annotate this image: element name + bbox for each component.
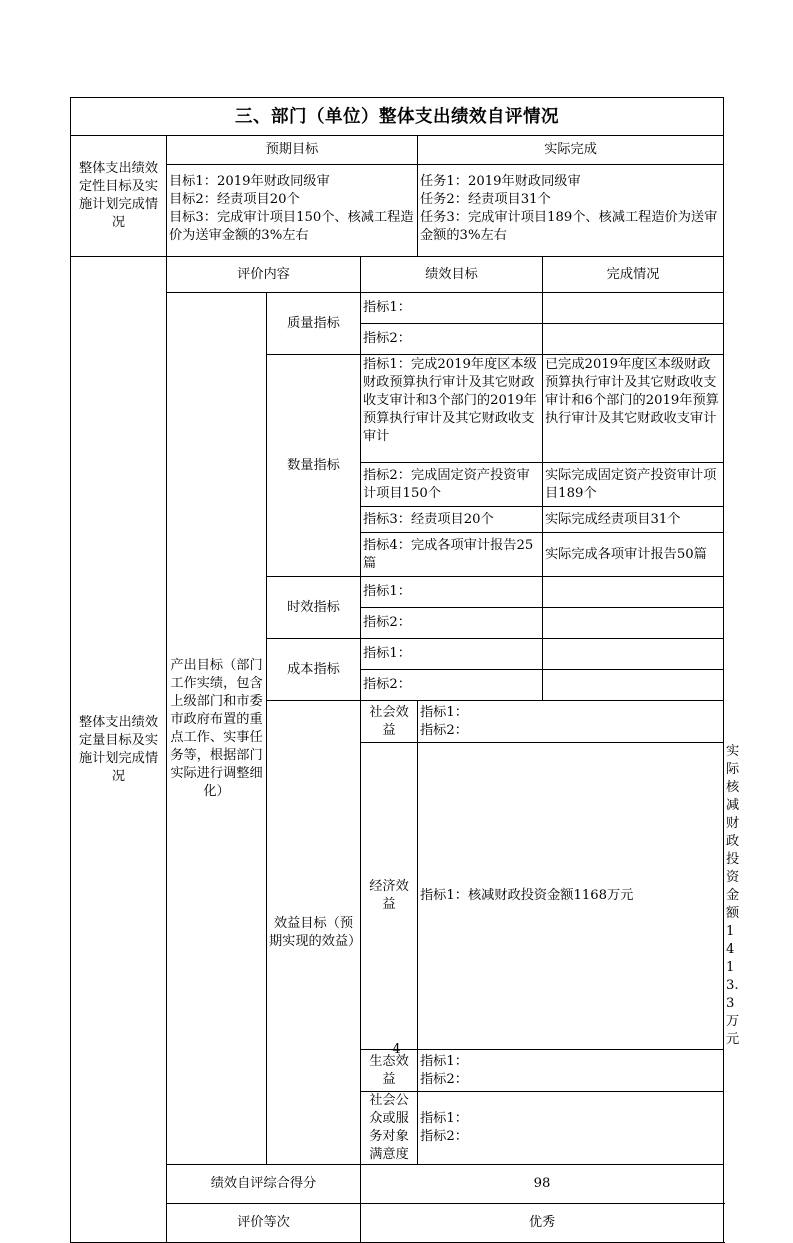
time-indicator-2-done xyxy=(543,608,724,639)
expected-goal-1: 目标1：2019年财政同级审 xyxy=(169,174,330,189)
actual-task-3: 任务3：完成审计项目189个、核减工程造价为送审金额的3%左右 xyxy=(420,210,718,243)
expected-goal-2: 目标2：经责项目20个 xyxy=(169,192,300,207)
grade-label: 评价等次 xyxy=(167,1204,361,1243)
cost-indicator-1: 指标1： xyxy=(361,639,543,670)
satisfaction-indicator-2: 指标2： xyxy=(420,1129,468,1144)
qualitative-row-label: 整体支出绩效定性目标及实施计划完成情况 xyxy=(71,136,167,257)
benefit-goal-label: 效益目标（预期实现的效益） xyxy=(267,701,361,1165)
eco-benefit-indicator-2: 指标2： xyxy=(420,1071,468,1087)
quality-indicator-2-done xyxy=(543,324,724,355)
quantity-indicator-2-done: 实际完成固定资产投资审计项目189个 xyxy=(543,463,724,507)
quantitative-row-label: 整体支出绩效定量目标及实施计划完成情况 xyxy=(71,257,167,1243)
actual-task-2: 任务2：经责项目31个 xyxy=(420,192,551,207)
eco-benefit-label: 生态效益 xyxy=(361,1050,418,1092)
social-benefit-target xyxy=(418,701,724,743)
quantity-indicator-label: 数量指标 xyxy=(267,355,361,577)
expected-goal-3: 目标3：完成审计项目150个、核减工程造价为送审金额的3%左右 xyxy=(169,210,414,243)
quantity-indicator-1: 指标1：完成2019年度区本级财政预算执行审计及其它财政收支审计和3个部门的2019年预算执行审计及其它财政收支审计 xyxy=(361,355,543,463)
quantity-indicator-3-done: 实际完成经责项目31个 xyxy=(543,507,724,533)
cost-indicator-2: 指标2： xyxy=(361,670,543,701)
expected-goal-header: 预期目标 xyxy=(167,136,418,165)
self-evaluation-table: 三、部门（单位）整体支出绩效自评情况 整体支出绩效定性目标及实施计划完成情况 预期目标 实际完成 目标1：2019年财政同级审 目标2：经责项目20个 目标3：完成审计项目150个、核减工程造价为送审金额的3%左右 任务1：2019年财政同级审 任务2：经责项目31个 任务3：完成审计项目189个、核减工程造价为送审金额的3%左右 整体支出绩效定量目标及实施计划完成情况 评价内容 绩效目标 完成情况 产出目标（部门工作实绩，包含上级部门和市委市政府布置的重点工作、实事任务等，根据部门实际进行调整细化） 质量指标 指标1： 指标2： 数量指标 指标1：完成2019年度区本级财政预算执行审计及其它财政收支审计和3个部门的2019年预算执行审计及其它财政收支审计 已完成2019年度区本级财政预算执行审计及其它财政收支审计和6个部门的2019年预算执行审计及其它财政收支审计 指标2：完成固定资产投资审计项目150个 实际完成固定资产投资审计项目189个 指标3：经责项目20个 实际完成经责项目31个 指标4：完成各项审计报告25篇 实际完成各项审计报告50篇 时效指标 指标1： 指标2： 成本指标 指标1： 指标2： 效益目标（预期实现的效益） 社会效益 指标1： 指标2： 经济效益 指标1：核减财政投资金额1168万元 实际核减财政投资金额1413.3万元 生态效益 指标1： 指标2： 社会公众或服务对象满意度 指标1： 指标2： 绩效自评综合得分 98 评价等次 优秀 xyxy=(70,97,724,1243)
actual-task-1: 任务1：2019年财政同级审 xyxy=(420,174,581,189)
eco-benefit-indicator-1: 指标1： xyxy=(420,1053,468,1069)
quantity-indicator-2: 指标2：完成固定资产投资审计项目150个 xyxy=(361,463,543,507)
performance-target-header: 绩效目标 xyxy=(361,257,543,293)
quality-indicator-label: 质量指标 xyxy=(267,293,361,355)
quantity-indicator-1-done: 已完成2019年度区本级财政预算执行审计及其它财政收支审计和6个部门的2019年预算执行审计及其它财政收支审计 xyxy=(543,355,724,463)
actual-completions xyxy=(418,165,724,257)
time-indicator-1: 指标1： xyxy=(361,577,543,608)
economic-benefit-target: 指标1：核减财政投资金额1168万元 xyxy=(418,743,724,1050)
actual-completion-header: 实际完成 xyxy=(418,136,724,165)
satisfaction-indicator-1: 指标1： xyxy=(420,1111,468,1126)
quality-indicator-1-done xyxy=(543,293,724,324)
score-value: 98 xyxy=(361,1165,724,1204)
cost-indicator-2-done xyxy=(543,670,724,701)
time-indicator-2: 指标2： xyxy=(361,608,543,639)
evaluation-content-header: 评价内容 xyxy=(167,257,361,293)
score-label: 绩效自评综合得分 xyxy=(167,1165,361,1204)
output-goal-label: 产出目标（部门工作实绩，包含上级部门和市委市政府布置的重点工作、实事任务等，根据部门实际进行调整细化） xyxy=(167,293,267,1165)
social-benefit-label: 社会效益 xyxy=(361,701,418,743)
quantity-indicator-4-done: 实际完成各项审计报告50篇 xyxy=(543,533,724,577)
social-benefit-indicator-2: 指标2： xyxy=(420,722,468,738)
cost-indicator-1-done xyxy=(543,639,724,670)
satisfaction-label: 社会公众或服务对象满意度 xyxy=(361,1092,418,1165)
completion-status-header: 完成情况 xyxy=(543,257,724,293)
section-title: 三、部门（单位）整体支出绩效自评情况 xyxy=(71,98,724,136)
grade-value: 优秀 xyxy=(361,1204,724,1243)
expected-goals xyxy=(167,165,418,257)
cost-indicator-label: 成本指标 xyxy=(267,639,361,701)
economic-benefit-label: 经济效益 xyxy=(361,743,418,1050)
quality-indicator-2: 指标2： xyxy=(361,324,543,355)
time-indicator-1-done xyxy=(543,577,724,608)
social-benefit-indicator-1: 指标1： xyxy=(420,704,468,720)
page-number: — 4 — xyxy=(375,1042,418,1057)
quantity-indicator-4: 指标4：完成各项审计报告25篇 xyxy=(361,533,543,577)
quantity-indicator-3: 指标3：经责项目20个 xyxy=(361,507,543,533)
satisfaction-target xyxy=(418,1092,724,1165)
quality-indicator-1: 指标1： xyxy=(361,293,543,324)
time-indicator-label: 时效指标 xyxy=(267,577,361,639)
